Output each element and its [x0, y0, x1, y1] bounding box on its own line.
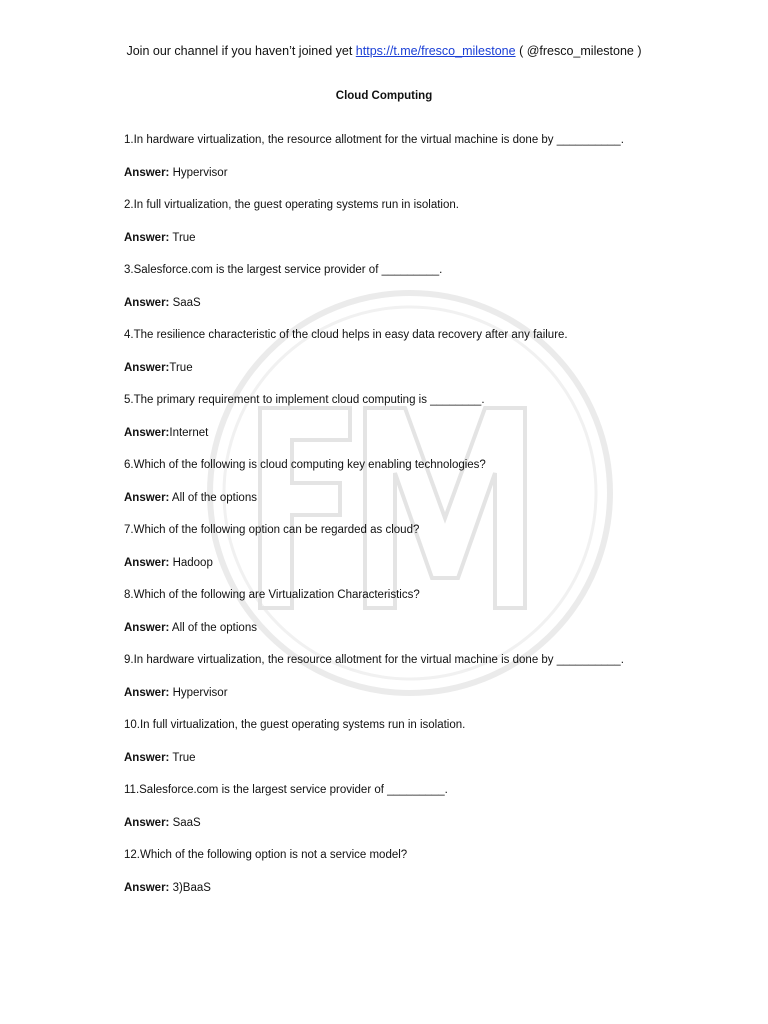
qa-item [124, 328, 724, 376]
answer-line [124, 751, 724, 766]
page-title: Cloud Computing [335, 90, 433, 102]
question-text: 12.Which of the following option is not a service model? [124, 849, 408, 861]
answer-label: Answer: [124, 621, 170, 634]
answer-line [124, 491, 724, 506]
question-text: 8.Which of the following are Virtualization Characteristics? [124, 589, 420, 601]
qa-item [124, 783, 724, 831]
answer-text: True [169, 751, 196, 764]
answer-label: Answer: [124, 816, 170, 829]
qa-item [124, 718, 724, 766]
answer-label: Answer: [124, 686, 170, 699]
answer-line [124, 881, 724, 896]
answer-text: SaaS [169, 816, 201, 829]
question-text: 7.Which of the following option can be regarded as cloud? [124, 524, 420, 536]
answer-label: Answer: [124, 491, 170, 504]
qa-item [124, 263, 724, 311]
question-text: 3.Salesforce.com is the largest service provider of _________. [124, 264, 443, 276]
question-text: 1.In hardware virtualization, the resource allotment for the virtual machine is done by __________. [124, 134, 624, 146]
answer-text: Hadoop [169, 556, 213, 569]
answer-text: True [169, 361, 193, 374]
answer-label: Answer: [124, 426, 170, 439]
question-text: 10.In full virtualization, the guest operating systems run in isolation. [124, 719, 466, 731]
qa-item [124, 393, 724, 441]
question-text: 5.The primary requirement to implement cloud computing is ________. [124, 394, 485, 406]
question-text: 4.The resilience characteristic of the cloud helps in easy data recovery after any failure. [124, 329, 568, 341]
answer-label: Answer: [124, 296, 170, 309]
answer-label: Answer: [124, 166, 170, 179]
answer-label: Answer: [124, 751, 170, 764]
answer-line [124, 231, 724, 246]
answer-text: All of the options [169, 621, 257, 634]
channel-banner-prefix: Join our channel if you haven’t joined yet [126, 44, 356, 58]
answer-line [124, 166, 724, 181]
answer-line [124, 361, 724, 376]
answer-line [124, 426, 724, 441]
question-text: 2.In full virtualization, the guest operating systems run in isolation. [124, 199, 459, 211]
question-text: 11.Salesforce.com is the largest service provider of _________. [124, 784, 448, 796]
qa-item [124, 198, 724, 246]
answer-text: Hypervisor [169, 166, 228, 179]
answer-label: Answer: [124, 231, 170, 244]
channel-banner-suffix: ( @fresco_milestone ) [515, 44, 642, 58]
answer-text: 3)BaaS [169, 881, 211, 894]
answer-line [124, 621, 724, 636]
answer-text: All of the options [169, 491, 257, 504]
answer-text: True [169, 231, 196, 244]
qa-item [124, 133, 724, 181]
answer-line [124, 816, 724, 831]
question-text: 9.In hardware virtualization, the resource allotment for the virtual machine is done by __________. [124, 654, 624, 666]
answer-line [124, 556, 724, 571]
answer-text: SaaS [169, 296, 201, 309]
qa-item [124, 848, 724, 896]
answer-text: Internet [169, 426, 209, 439]
qa-list [124, 133, 724, 913]
answer-label: Answer: [124, 361, 170, 374]
qa-item [124, 458, 724, 506]
answer-line [124, 296, 724, 311]
answer-text: Hypervisor [169, 686, 228, 699]
qa-item [124, 588, 724, 636]
answer-label: Answer: [124, 556, 170, 569]
qa-item [124, 653, 724, 701]
channel-link[interactable]: https://t.me/fresco_milestone [355, 44, 516, 58]
channel-banner [0, 43, 768, 59]
question-text: 6.Which of the following is cloud computing key enabling technologies? [124, 459, 486, 471]
answer-line [124, 686, 724, 701]
answer-label: Answer: [124, 881, 170, 894]
qa-item [124, 523, 724, 571]
